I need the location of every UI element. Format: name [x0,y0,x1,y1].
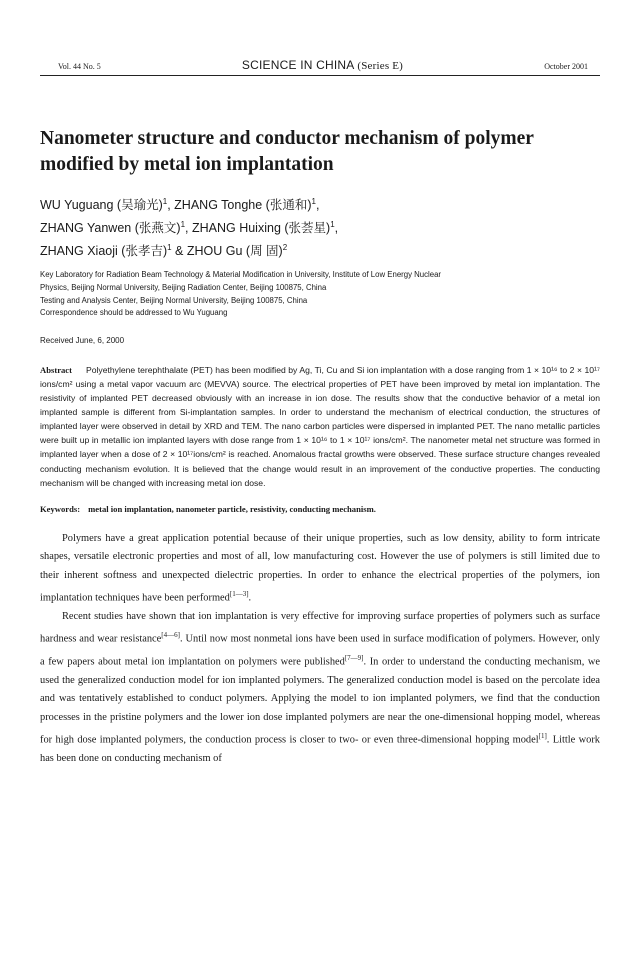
affiliation-mark: 1 [311,197,316,206]
paper-title [40,126,600,178]
author-name: ZHANG Xiaoji [40,244,118,259]
author-chinese-name: (吴瑜光) [116,198,163,213]
issue-date: October 2001 [544,62,588,71]
paragraph-text: . Little work has been done on conducting mechanism of [40,734,600,765]
affiliation-mark: 2 [282,243,288,253]
author-separator: , [167,198,171,213]
affiliation-mark: 1 [330,220,335,230]
volume-label: Vol. 44 No. 5 [58,62,101,71]
author-chinese-name: (张孝吉) [121,244,168,259]
author-line [40,192,600,215]
affiliation-mark: 1 [162,197,168,206]
keywords [40,504,600,514]
author-separator: , [334,221,339,236]
affiliations [40,269,600,319]
author-separator: & [171,244,184,259]
paragraph-text: . Until now most nonmetal ions have been used in surface modification of polymers. However, only a few papers about metal ion implantation on polymers were published [40,633,600,668]
journal-series: (Series E) [357,60,404,72]
author-line [40,215,600,238]
received-date: Received June, 6, 2000 [40,335,125,345]
author-chinese-name: (张燕文) [134,221,181,236]
author-name: ZHANG Yanwen [40,221,132,236]
affiliation-line: Testing and Analysis Center, Beijing Normal University, Beijing 100875, China [40,295,308,305]
author-chinese-name: (张通和) [265,198,312,213]
abstract-label: Abstract [40,364,72,375]
journal-name: SCIENCE IN CHINA [241,58,354,72]
paragraph-text: . In order to understand the conducting mechanism, we used the generalized conduction model for ion implanted polymers. The generalized conduction model is based on the percolate idea and was tentatively established to conduct polymers. Applying the model to ion implanted polymers, we find that the conduction processes in the pristine polymers and the lower ion dose implanted polymers are near the one-dimensional hopping model, whereas for high dose implanted polymers, the conduction process is closer to two- or even three-dimensional hopping model [40,656,600,746]
author-name: ZHOU Gu [186,244,243,259]
citation: [7—9] [344,654,364,663]
paragraph-text: Recent studies have shown that ion implantation is very effective for improving surface properties of polymers such as surface hardness and wear resistance [40,610,600,645]
affiliation-line: Physics, Beijing Normal University, Beijing Radiation Center, Beijing 100875, China [40,283,327,293]
author-separator: , [315,198,320,213]
paragraph [40,608,600,769]
correspondence-note: Correspondence should be addressed to Wu Yuguang [40,308,228,318]
abstract-text: Polyethylene terephthalate (PET) has been modified by Ag, Ti, Cu and Si ion implantation with a dose ranging from 1 × 10¹⁶ to 2 × 10¹⁷ ions/cm² using a metal vapor vacuum arc (MEVVA) source. The electrical properties of PET have been improved by metal ion implantation. The resistivity of implanted PET decreased obviously with an increase in ion dose. The results show that the conductive behavior of a metal ion implanted sample is different from Si-implantation samples. In order to understand the mechanism of electrical conduction, the structures of implanted layer were observed in detail by XRD and TEM. The nano carbon particles were dispersed in implanted PET. The nano metallic particles were built up in metallic ion implanted layers with dose range from 1 × 10¹⁶ to 1 × 10¹⁷ ions/cm². The nanometer metal net structure was formed in implanted layer when a dose of 2 × 10¹⁷ions/cm² is reached. Anomalous fractal growths were observed. These surface structure changes revealed conducting mechanism evolution. It is believed that the change would result in an improvement of the conductive properties. The conducting mechanism will be changed with increasing metal ion dose. [40,364,600,488]
author-name: WU Yuguang [40,198,114,213]
paragraph-text: Polymers have a great application potential because of their unique properties, such as low density, ability to form intricate shapes, versatile electronic properties and most of all, low manufacturing cost. However the use of polymers is still limited due to their inherent softness and unexpected dielectric properties. In order to enhance the electrical properties of the polymers, ion implantation techniques have been performed [40,532,600,604]
author-chinese-name: (张荟星) [284,221,331,236]
author-name: ZHANG Tonghe [174,198,263,213]
citation: [1] [538,732,547,741]
author-list [40,192,600,261]
journal-title [242,58,403,72]
abstract [40,363,600,490]
body-text [40,530,600,769]
keywords-label: Keywords: [40,503,81,514]
page [40,58,600,768]
paragraph-text: . [248,592,252,604]
affiliation-mark: 1 [180,220,186,230]
author-chinese-name: (周 固) [245,244,283,259]
author-name: ZHANG Huixing [191,221,281,236]
title-line-2: modified by metal ion implantation [40,154,334,175]
keywords-text: metal ion implantation, nanometer particle, resistivity, conducting mechanism. [88,503,376,514]
author-line [40,238,600,261]
citation: [1—3] [229,589,249,598]
title-line-1: Nanometer structure and conductor mechanism of polymer [40,128,534,149]
running-head [40,58,600,76]
affiliation-mark: 1 [167,243,172,253]
author-separator: , [185,221,189,236]
paragraph [40,530,600,608]
affiliation-line: Key Laboratory for Radiation Beam Technology & Material Modification in University, Institute of Low Energy Nuclear [40,270,442,280]
citation: [4—6] [161,631,180,640]
